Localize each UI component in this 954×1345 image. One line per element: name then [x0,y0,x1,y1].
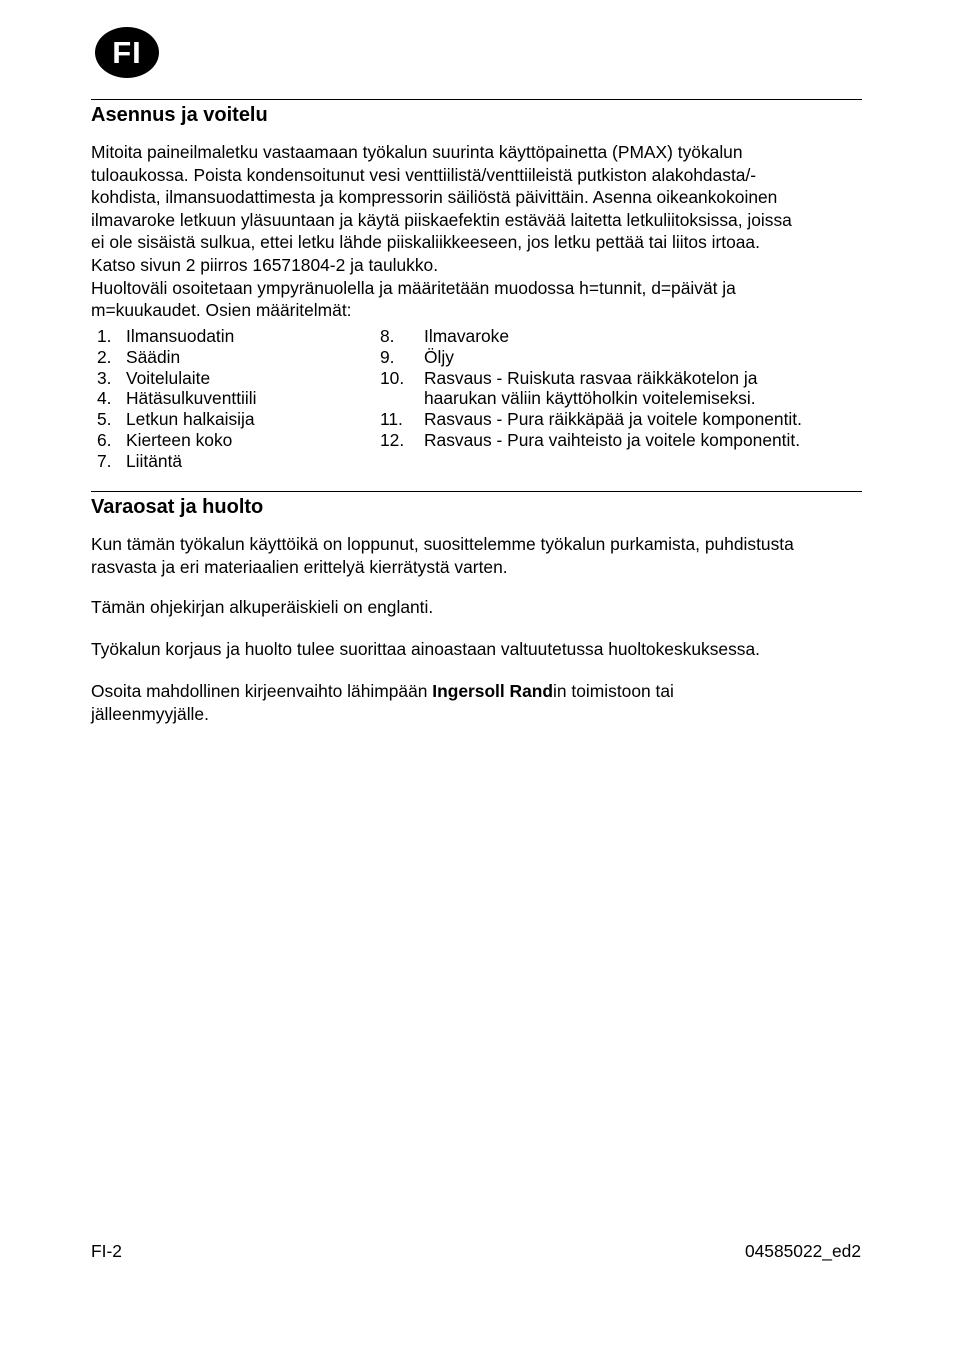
repair-paragraph: Työkalun korjaus ja huolto tulee suorittaa ainoastaan valtuutetussa huoltokeskuksessa. [91,639,760,659]
item-number: 8. [380,326,395,346]
paragraph-line: kohdista, ilmansuodattimesta ja kompressorin säiliöstä päivittäin. Asenna oikeankokoinen [91,187,778,208]
paragraph-line: ei ole sisäistä sulkua, ettei letku lähde piiskaliikkeeseen, jos letku pettää tai liitos irtoaa. [91,232,760,253]
item-number: 10. [380,367,405,388]
item-number: 1. [97,326,112,346]
item-number: 7. [97,450,112,471]
item-number: 9. [380,346,395,367]
parts-list-left [97,326,367,472]
item-label: Öljy [424,346,454,367]
item-label: Rasvaus - Ruiskuta rasvaa räikkäkotelon ja [424,367,758,388]
contact-text-before: Osoita mahdollinen kirjeenvaihto lähimpään [91,681,433,701]
item-label: Ilmansuodatin [126,326,235,346]
page-number: FI-2 [91,1241,122,1261]
item-number: 4. [97,388,112,409]
list-item [97,368,367,389]
section-heading-installation: Asennus ja voitelu [91,104,268,126]
section-divider-bottom [91,491,862,492]
paragraph-line [91,680,866,703]
paragraph-line: m=kuukaudet. Osien määritelmät: [91,300,352,321]
item-label: Säädin [126,346,181,367]
contact-text-after: in toimistoon tai [553,681,674,701]
section-heading-service: Varaosat ja huolto [91,496,264,518]
paragraph-line: Kun tämän työkalun käyttöikä on loppunut, suosittelemme työkalun purkamista, puhdistusta [91,534,794,554]
item-label: Rasvaus - Pura vaihteisto ja voitele komponentit. [424,429,801,450]
language-badge: FI [95,27,159,78]
item-number: 5. [97,409,112,430]
item-label: Kierteen koko [126,429,233,450]
list-item [97,430,367,451]
paragraph-line: tuloaukossa. Poista kondensoitunut vesi venttiilistä/venttiileistä putkiston alakohdasta/- [91,164,757,185]
item-number: 2. [97,346,112,367]
item-label: Liitäntä [126,450,183,471]
document-code: 04585022_ed2 [744,1241,861,1261]
item-label: Letkun halkaisija [126,409,255,430]
installation-paragraph [91,141,866,322]
list-item [97,451,367,472]
paragraph-line: jälleenmyyjälle. [91,703,209,724]
item-label: Rasvaus - Pura räikkäpää ja voitele komponentit. [424,409,802,430]
list-item [380,347,860,368]
list-item [97,388,367,409]
list-item [97,347,367,368]
paragraph-line: ilmavaroke letkuun yläsuuntaan ja käytä piiskaefektin estävää laitetta letkuliitoksissa, joissa [91,209,792,230]
item-number: 12. [380,429,405,450]
brand-name: Ingersoll Rand [432,681,554,701]
list-item [380,430,860,451]
list-item [97,326,367,347]
item-label: Hätäsulkuventtiili [126,388,257,409]
paragraph-line: Katso sivun 2 piirros 16571804-2 ja taulukko. [91,254,439,275]
contact-paragraph [91,680,866,725]
item-label-continued: haarukan väliin käyttöholkin voitelemiseksi. [424,388,756,409]
item-label: Voitelulaite [126,367,211,388]
parts-list-right [380,326,860,451]
paragraph-line: Huoltoväli osoitetaan ympyränuolella ja määritetään muodossa h=tunnit, d=päivät ja [91,277,736,298]
item-number: 3. [97,367,112,388]
paragraph-line: rasvasta ja eri materiaalien erittelyä kierrätystä varten. [91,556,508,577]
original-language-paragraph: Tämän ohjekirjan alkuperäiskieli on englanti. [91,597,434,617]
item-label: Ilmavaroke [424,326,510,346]
recycling-paragraph [91,533,866,578]
list-item [380,368,860,410]
paragraph-line: Mitoita paineilmaletku vastaamaan työkalun suurinta käyttöpainetta (PMAX) työkalun [91,142,743,162]
item-number: 6. [97,429,112,450]
list-item [380,409,860,430]
list-item [97,409,367,430]
section-divider-top [91,99,862,100]
list-item [380,326,860,347]
item-number: 11. [380,409,403,430]
